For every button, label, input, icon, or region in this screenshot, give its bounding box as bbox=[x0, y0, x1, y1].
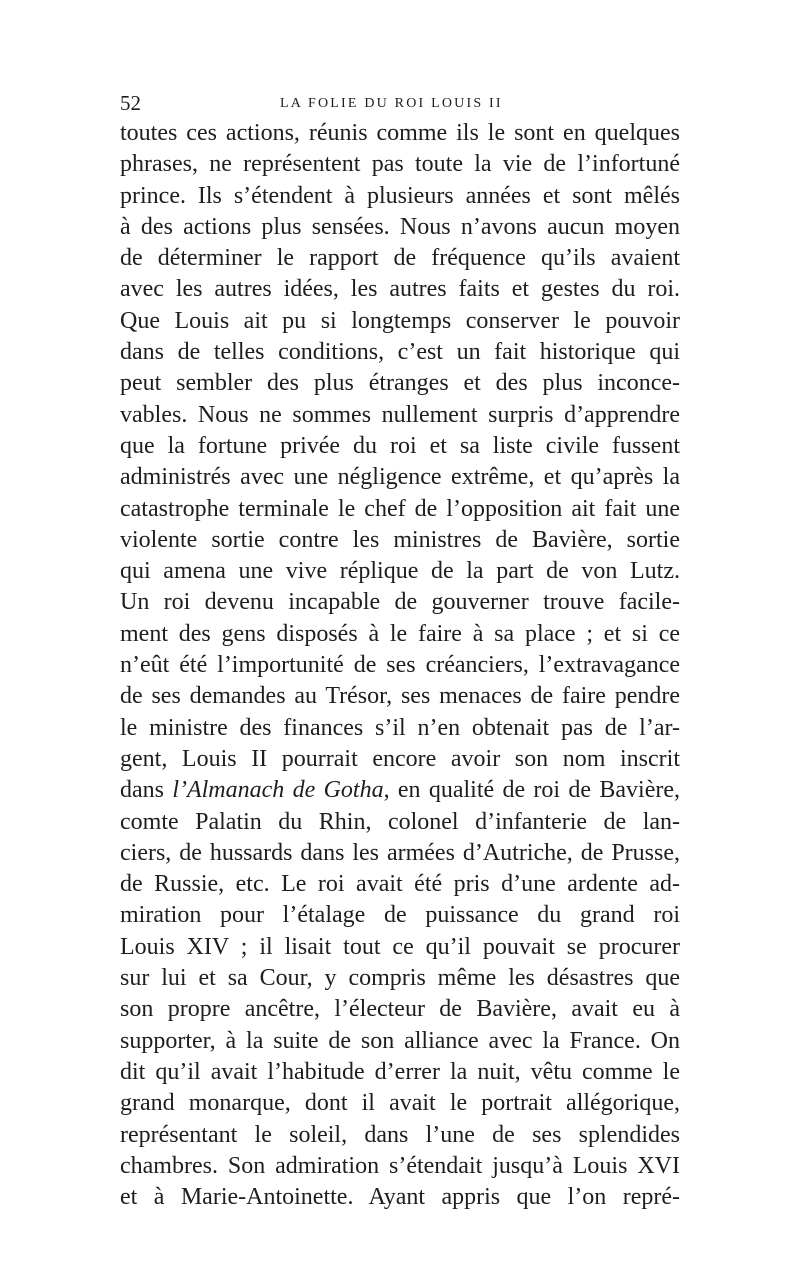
text-line: ment des gens disposés à le faire à sa place ; et si ce bbox=[120, 620, 680, 647]
text-line: avec les autres idées, les autres faits et gestes du roi. bbox=[120, 276, 680, 303]
text-line: phrases, ne représentent pas toute la vie de l’infortuné bbox=[120, 151, 680, 178]
text-line: dans de telles conditions, c’est un fait historique qui bbox=[120, 339, 680, 366]
text-line: Un roi devenu incapable de gouverner trouve facile- bbox=[120, 589, 680, 616]
text-line: prince. Ils s’étendent à plusieurs années et sont mêlés bbox=[120, 182, 680, 209]
text-segment: , en qualité de roi de Bavière, bbox=[383, 777, 680, 804]
text-line: n’eût été l’importunité de ses créanciers, l’extravagance bbox=[120, 652, 680, 679]
text-line: ciers, de hussards dans les armées d’Autriche, de Prusse, bbox=[120, 839, 680, 866]
text-line: catastrophe terminale le chef de l’opposition ait fait une bbox=[120, 495, 680, 522]
text-line: le ministre des finances s’il n’en obtenait pas de l’ar- bbox=[120, 714, 680, 741]
text-line: administrés avec une négligence extrême, et qu’après la bbox=[120, 464, 680, 491]
text-line: supporter, à la suite de son alliance avec la France. On bbox=[120, 1027, 680, 1054]
text-line: représentant le soleil, dans l’une de ses splendides bbox=[120, 1121, 680, 1148]
text-line: miration pour l’étalage de puissance du grand roi bbox=[120, 902, 680, 929]
running-head bbox=[120, 90, 680, 116]
text-line: qui amena une vive réplique de la part de von Lutz. bbox=[120, 558, 680, 585]
text-line: peut sembler des plus étranges et des plus inconce- bbox=[120, 370, 680, 397]
text-line: grand monarque, dont il avait le portrait allégorique, bbox=[120, 1090, 680, 1117]
text-line: gent, Louis II pourrait encore avoir son nom inscrit bbox=[120, 745, 680, 772]
text-line: violente sortie contre les ministres de Bavière, sortie bbox=[120, 526, 680, 553]
text-line: comte Palatin du Rhin, colonel d’infanterie de lan- bbox=[120, 808, 680, 835]
text-line: Louis XIV ; il lisait tout ce qu’il pouvait se procurer bbox=[120, 933, 680, 960]
text-line: vables. Nous ne sommes nullement surpris d’apprendre bbox=[120, 401, 680, 428]
text-line-with-title bbox=[120, 775, 680, 806]
text-line: de Russie, etc. Le roi avait été pris d’une ardente ad- bbox=[120, 871, 680, 898]
page-number: 52 bbox=[120, 91, 141, 115]
running-title: LA FOLIE DU ROI LOUIS II bbox=[280, 96, 503, 111]
text-line: de ses demandes au Trésor, ses menaces de faire pendre bbox=[120, 683, 680, 710]
text-line: son propre ancêtre, l’électeur de Bavière, avait eu à bbox=[120, 996, 680, 1023]
text-line: de déterminer le rapport de fréquence qu’ils avaient bbox=[120, 245, 680, 272]
text-segment: dans bbox=[120, 777, 173, 804]
text-line: chambres. Son admiration s’étendait jusqu’à Louis XVI bbox=[120, 1152, 680, 1179]
text-line: Que Louis ait pu si longtemps conserver le pouvoir bbox=[120, 307, 680, 334]
text-line: et à Marie-Antoinette. Ayant appris que l’on repré- bbox=[120, 1184, 680, 1211]
text-line: que la fortune privée du roi et sa liste civile fussent bbox=[120, 432, 680, 459]
almanach-title: l’Almanach de Gotha bbox=[172, 777, 384, 804]
text-line: à des actions plus sensées. Nous n’avons aucun moyen bbox=[120, 213, 680, 240]
text-line: toutes ces actions, réunis comme ils le sont en quelques bbox=[120, 120, 680, 146]
body-text bbox=[120, 118, 680, 1213]
text-line: sur lui et sa Cour, y compris même les désastres que bbox=[120, 965, 680, 992]
text-line: dit qu’il avait l’habitude d’errer la nuit, vêtu comme le bbox=[120, 1058, 680, 1085]
